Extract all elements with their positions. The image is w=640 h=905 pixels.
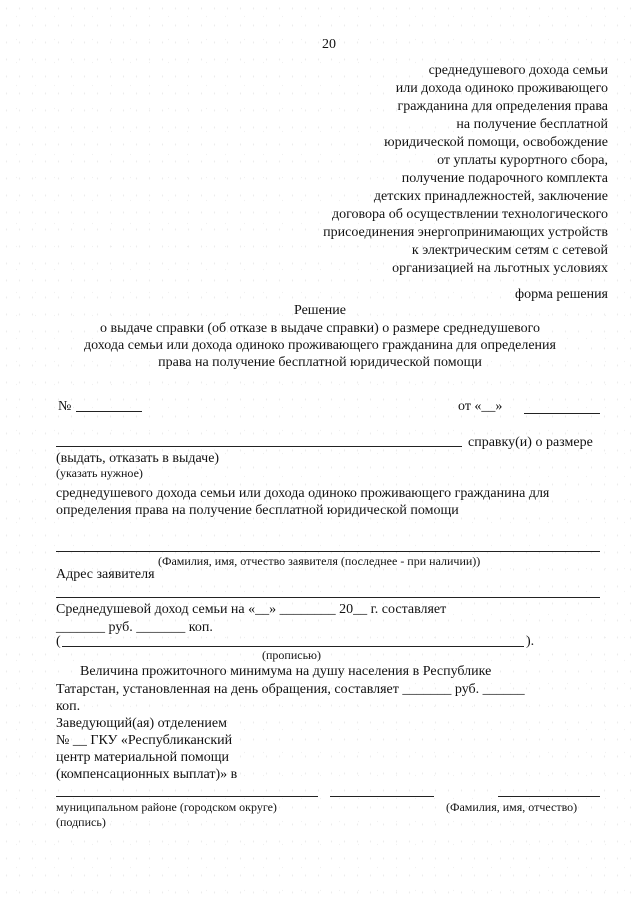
head-line: центр материальной помощи (56, 750, 229, 765)
body-line: среднедушевого дохода семьи или дохода одиноко проживающего гражданина для (56, 486, 550, 501)
document-title: Решение (293, 303, 346, 318)
header-line: среднедушевого дохода семьи (428, 63, 608, 78)
fio-field[interactable] (498, 796, 600, 797)
document-subtitle (40, 320, 600, 371)
issue-suffix: справку(и) о размере (468, 435, 593, 450)
issue-field[interactable] (56, 446, 462, 447)
header-line: на получение бесплатной (456, 117, 608, 132)
form-label: форма решения (515, 287, 608, 302)
header-line: организацией на льготных условиях (392, 261, 608, 276)
minimum-line: Татарстан, установленная на день обращения, составляет _______ руб. ______ (56, 682, 525, 697)
header-line: получение подарочного комплекта (401, 171, 608, 186)
subtitle-line: дохода семьи или дохода одиноко проживающего гражданина для определения (84, 338, 556, 353)
header-line: гражданина для определения права (397, 99, 608, 114)
income-paren-close: ). (526, 634, 535, 649)
income-amount: _______ руб. _______ коп. (56, 620, 213, 635)
address-field[interactable] (56, 597, 600, 598)
signature-field[interactable] (330, 796, 434, 797)
issue-hint-2: (указать нужное) (56, 466, 143, 480)
subtitle-line: о выдаче справки (об отказе в выдаче справки) о размере среднедушевого (99, 321, 541, 336)
header-line: от уплаты курортного сбора, (437, 153, 608, 168)
minimum-line: коп. (56, 699, 81, 714)
issue-hint: (выдать, отказать в выдаче) (56, 451, 220, 466)
address-label: Адрес заявителя (56, 567, 155, 582)
number-field[interactable] (76, 411, 142, 412)
header-line: или дохода одиноко проживающего (395, 81, 608, 96)
body-line: определения права на получение бесплатной юридической помощи (56, 503, 459, 518)
signature-caption: (подпись) (56, 815, 106, 829)
header-line: детских принадлежностей, заключение (373, 189, 608, 204)
propisyu-caption: (прописью) (262, 648, 322, 662)
income-line: Среднедушевой доход семьи на «__» ________ 20__ г. составляет (56, 602, 447, 617)
head-line: Заведующий(ая) отделением (56, 716, 227, 731)
head-line: № __ ГКУ «Республиканский (56, 733, 233, 748)
income-paren-open: ( (56, 634, 61, 649)
income-words-field[interactable] (62, 646, 524, 647)
signature-left-caption: муниципальном районе (городском округе) (56, 800, 277, 814)
header-line: юридической помощи, освобождение (384, 135, 608, 150)
header-line: присоединения энергопринимающих устройств (323, 225, 608, 240)
head-line: (компенсационных выплат)» в (56, 767, 238, 782)
applicant-name-field[interactable] (56, 551, 600, 552)
header-line: договора об осуществлении технологического (331, 207, 608, 222)
applicant-caption: (Фамилия, имя, отчество заявителя (последнее - при наличии)) (158, 554, 481, 568)
date-label: от «__» (458, 399, 503, 414)
signature-right-caption: (Фамилия, имя, отчество) (446, 800, 578, 814)
header-line: к электрическим сетям с сетевой (411, 243, 608, 258)
page-number: 20 (322, 37, 336, 52)
number-label: № (58, 399, 72, 414)
header-block (248, 62, 608, 278)
date-field[interactable] (524, 413, 600, 414)
district-field[interactable] (56, 796, 318, 797)
subtitle-line: права на получение бесплатной юридической помощи (158, 355, 482, 370)
minimum-line: Величина прожиточного минимума на душу населения в Республике (80, 664, 492, 679)
